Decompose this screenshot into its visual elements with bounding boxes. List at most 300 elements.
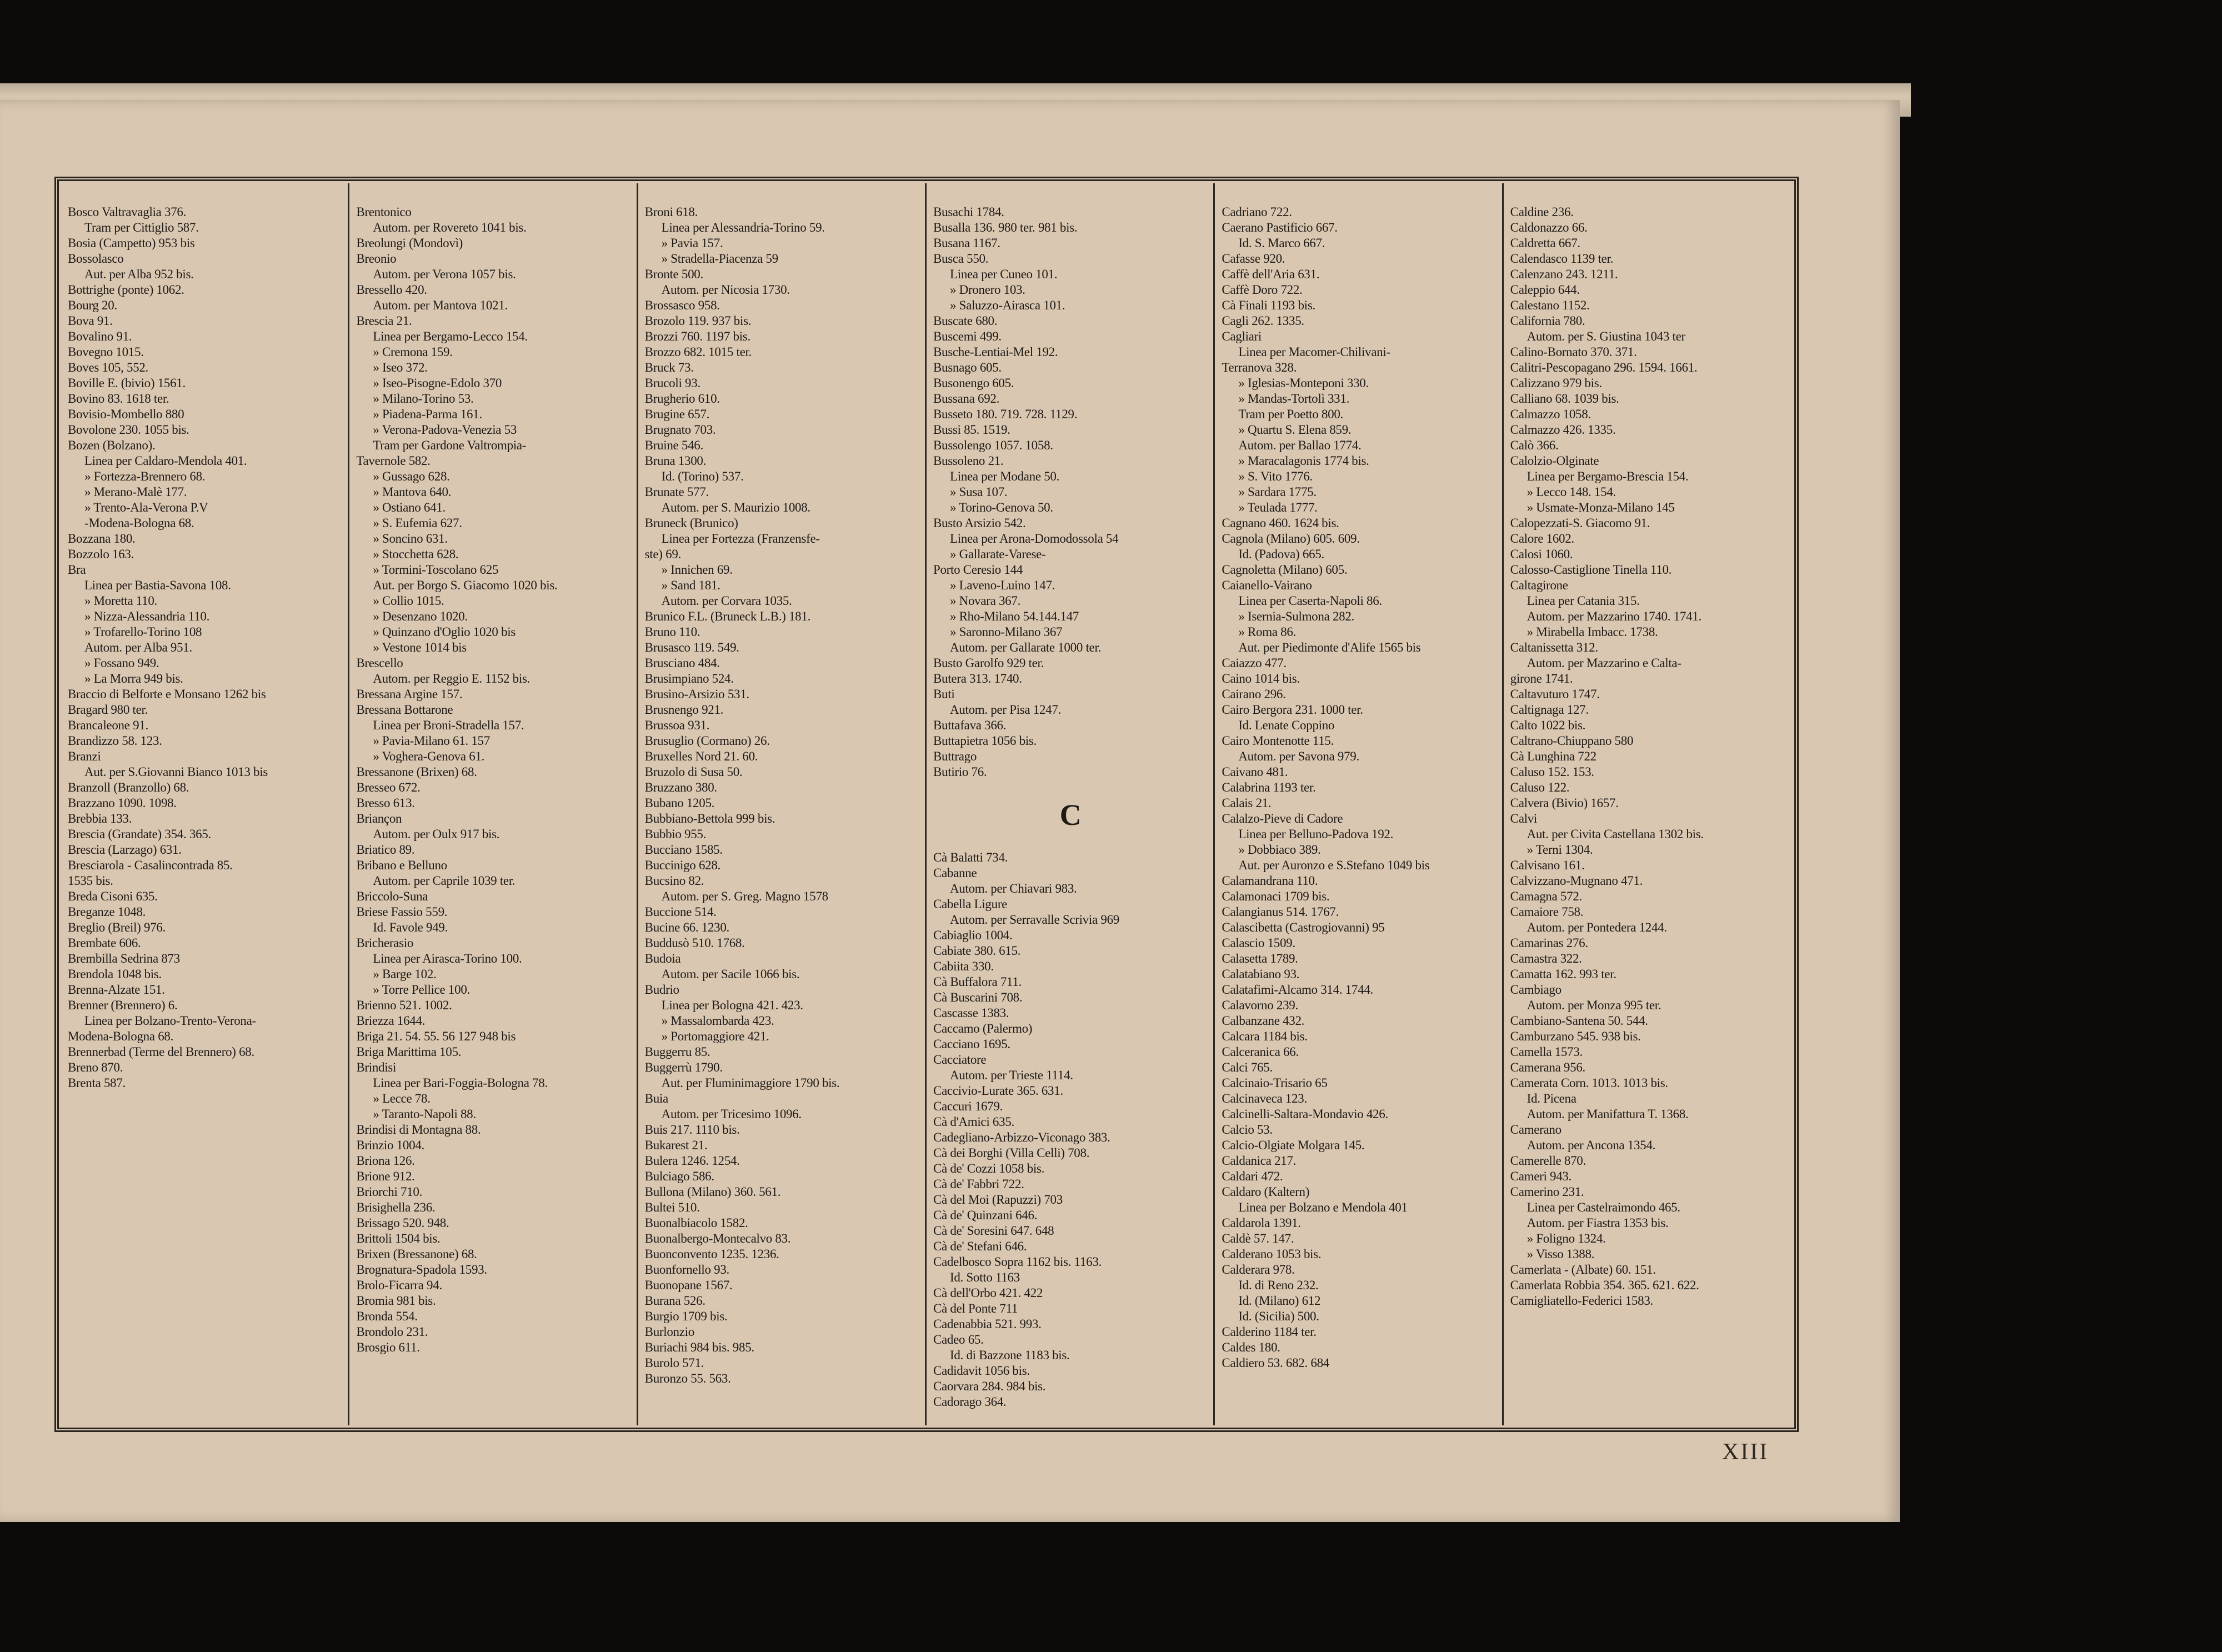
index-subentry: Id. (Padova) 665. — [1238, 547, 1324, 561]
index-entry: Camella 1573. — [1510, 1045, 1583, 1059]
index-entry: Bragard 980 ter. — [68, 703, 148, 717]
index-entry: Bricherasio — [356, 936, 414, 950]
index-entry: Calceranica 66. — [1222, 1045, 1299, 1059]
index-entry: Calitri-Pescopagano 296. 1594. 1661. — [1510, 361, 1698, 374]
index-entry: Busche-Lentiai-Mel 192. — [933, 345, 1058, 359]
index-entry: Bresso 613. — [356, 796, 415, 810]
index-entry: Bromia 981 bis. — [356, 1294, 436, 1308]
index-subentry: » Fossano 949. — [84, 656, 159, 670]
index-subentry: Linea per Fortezza (Franzensfe- — [661, 532, 820, 545]
index-subentry: » Piadena-Parma 161. — [373, 407, 482, 421]
index-entry: Bressello 420. — [356, 283, 427, 297]
index-entry: Brusino-Arsizio 531. — [644, 687, 749, 701]
index-entry: Breolungi (Mondovì) — [356, 236, 463, 250]
index-entry: Briançon — [356, 812, 402, 825]
index-entry: Caldine 236. — [1510, 205, 1574, 219]
index-column-5 — [1215, 183, 1503, 1425]
index-subentry: Linea per Modane 50. — [949, 469, 1060, 483]
index-subentry: Linea per Bolzano-Trento-Verona- — [84, 1014, 256, 1028]
index-subentry: Autom. per Verona 1057 bis. — [373, 267, 516, 281]
index-entry: Cambiago — [1510, 983, 1562, 997]
index-entry: Branzoll (Branzollo) 68. — [68, 780, 189, 794]
index-entry: Cà Balatti 734. — [933, 850, 1008, 864]
index-subentry: » Pavia 157. — [661, 236, 723, 250]
index-entry: Bozzana 180. — [68, 532, 136, 545]
index-subentry: Autom. per Rovereto 1041 bis. — [373, 221, 527, 234]
index-entry: Brindisi — [356, 1060, 397, 1074]
index-subentry: » Cremona 159. — [373, 345, 453, 359]
index-subentry: Aut. per S.Giovanni Bianco 1013 bis — [84, 765, 268, 779]
index-entry: Bovisio-Mombello 880 — [68, 407, 184, 421]
index-subentry: Tram per Gardone Valtrompia- — [373, 438, 527, 452]
index-entry: Cà Finali 1193 bis. — [1222, 298, 1315, 312]
index-entry: Caerano Pastificio 667. — [1222, 221, 1338, 234]
index-entry: Busseto 180. 719. 728. 1129. — [933, 407, 1078, 421]
index-entry: Bruck 73. — [644, 361, 694, 374]
index-entry: Briatico 89. — [356, 843, 415, 857]
index-entry: Caiazzo 477. — [1222, 656, 1287, 670]
index-subentry: Id. di Bazzone 1183 bis. — [949, 1348, 1070, 1362]
index-subentry: » Tormini-Toscolano 625 — [373, 563, 499, 577]
index-entry: Bruine 546. — [644, 438, 703, 452]
index-entry: Bullona (Milano) 360. 561. — [644, 1185, 781, 1199]
index-entry: Buttrago — [933, 749, 977, 763]
index-entry: Cadriano 722. — [1222, 205, 1292, 219]
index-entry: Camatta 162. 993 ter. — [1510, 967, 1617, 981]
index-subentry: » Taranto-Napoli 88. — [373, 1107, 476, 1121]
index-entry: Breonio — [356, 252, 397, 266]
index-entry: Calalzo-Pieve di Cadore — [1222, 812, 1343, 825]
index-entry: Buscemi 499. — [933, 329, 1002, 343]
index-subentry: Id. Lenate Coppino — [1238, 718, 1335, 732]
index-entry: Brenta 587. — [68, 1076, 126, 1090]
index-entry: Briccolo-Suna — [356, 889, 428, 903]
section-letter: C — [1059, 798, 1082, 832]
index-entry: Calascio 1509. — [1222, 936, 1295, 950]
index-entry: Buttafava 366. — [933, 718, 1007, 732]
index-subentry: » Desenzano 1020. — [373, 609, 468, 623]
index-subentry: Linea per Broni-Stradella 157. — [373, 718, 524, 732]
index-entry: California 780. — [1510, 314, 1585, 328]
index-subentry: » Barge 102. — [373, 967, 437, 981]
index-entry: Boville E. (bivio) 1561. — [68, 376, 186, 390]
index-entry: Cabiaglio 1004. — [933, 928, 1013, 942]
index-entry: Briga Marittima 105. — [356, 1045, 462, 1059]
index-entry: Cà d'Amici 635. — [933, 1115, 1014, 1129]
index-spacer — [933, 834, 1208, 850]
index-subentry: » Terni 1304. — [1527, 843, 1593, 857]
index-entry: Cairo Montenotte 115. — [1222, 734, 1334, 748]
index-entry: Calendasco 1139 ter. — [1510, 252, 1614, 266]
index-subentry: Id. (Torino) 537. — [661, 469, 744, 483]
index-subentry: » Torre Pellice 100. — [373, 983, 470, 997]
index-entry: Buia — [644, 1092, 668, 1105]
index-entry: Camarinas 276. — [1510, 936, 1588, 950]
index-entry: Caffè Doro 722. — [1222, 283, 1303, 297]
index-subentry: Autom. per Pontedera 1244. — [1527, 920, 1667, 934]
index-entry: Cà dell'Orbo 421. 422 — [933, 1286, 1043, 1300]
index-subentry: Id. S. Marco 667. — [1238, 236, 1325, 250]
index-entry: Brozzi 760. 1197 bis. — [644, 329, 750, 343]
index-entry: Camerano — [1510, 1123, 1562, 1137]
index-entry: Bulera 1246. 1254. — [644, 1154, 740, 1168]
index-entry: Cafasse 920. — [1222, 252, 1285, 266]
index-entry: Bulciago 586. — [644, 1169, 714, 1183]
index-entry: Brione 912. — [356, 1169, 415, 1183]
index-entry: Camagna 572. — [1510, 889, 1582, 903]
index-entry: Busalla 136. 980 ter. 981 bis. — [933, 221, 1078, 234]
index-entry: Camburzano 545. 938 bis. — [1510, 1029, 1641, 1043]
index-entry: Busachi 1784. — [933, 205, 1004, 219]
index-entry: Bruna 1300. — [644, 454, 707, 468]
index-entry: Branzi — [68, 749, 101, 763]
index-entry: Calcinaio-Trisario 65 — [1222, 1076, 1328, 1090]
index-entry: Cà del Moi (Rapuzzi) 703 — [933, 1193, 1063, 1207]
index-entry: 1535 bis. — [68, 874, 113, 888]
index-entry: Caleppio 644. — [1510, 283, 1580, 297]
index-entry: Bubbio 955. — [644, 827, 707, 841]
index-subentry: -Modena-Bologna 68. — [84, 516, 194, 530]
index-subentry: » Rho-Milano 54.144.147 — [949, 609, 1079, 623]
index-subentry: Tram per Poetto 800. — [1238, 407, 1343, 421]
index-subentry: » Novara 367. — [949, 594, 1021, 608]
index-entry: Caianello-Vairano — [1222, 578, 1312, 592]
index-entry: Calcinelli-Saltara-Mondavio 426. — [1222, 1107, 1388, 1121]
index-subentry: Linea per Bologna 421. 423. — [661, 998, 803, 1012]
index-column-2 — [349, 183, 638, 1425]
index-subentry: Autom. per Chiavari 983. — [949, 882, 1077, 895]
index-subentry: Autom. per Corvara 1035. — [661, 594, 792, 608]
index-entry: Caldonazzo 66. — [1510, 221, 1588, 234]
index-entry: Brescia 21. — [356, 314, 412, 328]
index-entry: Bruzolo di Susa 50. — [644, 765, 743, 779]
index-entry: Cà Buscarini 708. — [933, 990, 1023, 1004]
index-entry: Brusuglio (Cormano) 26. — [644, 734, 770, 748]
index-entry: Burana 526. — [644, 1294, 705, 1308]
index-entry: Caldè 57. 147. — [1222, 1232, 1294, 1245]
index-subentry: » Gallarate-Varese- — [949, 547, 1046, 561]
index-entry: Bossolasco — [68, 252, 124, 266]
index-entry: Brennerbad (Terme del Brennero) 68. — [68, 1045, 254, 1059]
index-entry: Brugnato 703. — [644, 423, 716, 437]
index-subentry: Autom. per Serravalle Scrivia 969 — [949, 913, 1119, 927]
index-entry: Caltavuturo 1747. — [1510, 687, 1600, 701]
index-entry: Braccio di Belforte e Monsano 1262 bis — [68, 687, 266, 701]
index-entry: Busca 550. — [933, 252, 989, 266]
index-entry: Burlonzio — [644, 1325, 694, 1339]
index-entry: Brinzio 1004. — [356, 1138, 424, 1152]
index-entry: Brentonico — [356, 205, 412, 219]
index-subentry: » Teulada 1777. — [1238, 500, 1318, 514]
index-subentry: » Stradella-Piacenza 59 — [661, 252, 778, 266]
index-entry: Buonalbiacolo 1582. — [644, 1216, 748, 1230]
index-subentry: Id. (Milano) 612 — [1238, 1294, 1321, 1308]
index-entry: Bresciarola - Casalincontrada 85. — [68, 858, 233, 872]
index-entry: Bronda 554. — [356, 1309, 418, 1323]
index-entry: Cagliari — [1222, 329, 1262, 343]
index-entry: Buscate 680. — [933, 314, 998, 328]
index-entry: Buriachi 984 bis. 985. — [644, 1340, 754, 1354]
index-entry: Broni 618. — [644, 205, 698, 219]
index-subentry: Linea per Bari-Foggia-Bologna 78. — [373, 1076, 548, 1090]
index-entry: Brusnengo 921. — [644, 703, 724, 717]
index-subentry: » Innichen 69. — [661, 563, 733, 577]
index-entry: Bovolone 230. 1055 bis. — [68, 423, 189, 437]
index-entry: Brosgio 611. — [356, 1340, 420, 1354]
index-entry: Calcio-Olgiate Molgara 145. — [1222, 1138, 1365, 1152]
index-entry: Calcinaveca 123. — [1222, 1092, 1307, 1105]
index-subentry: » Quinzano d'Oglio 1020 bis — [373, 625, 516, 639]
index-entry: Calderara 978. — [1222, 1263, 1295, 1276]
index-subentry: » Lecco 148. 154. — [1527, 485, 1616, 499]
index-entry: Calenzano 243. 1211. — [1510, 267, 1618, 281]
index-entry: Busana 1167. — [933, 236, 1000, 250]
index-subentry: » Saronno-Milano 367 — [949, 625, 1063, 639]
index-entry: Bra — [68, 563, 86, 577]
index-entry: Cabiita 330. — [933, 959, 994, 973]
index-entry: Cagnola (Milano) 605. 609. — [1222, 532, 1360, 545]
index-subentry: Aut. per Piedimonte d'Alife 1565 bis — [1238, 640, 1421, 654]
index-entry: Calosso-Castiglione Tinella 110. — [1510, 563, 1672, 577]
index-entry: Camerelle 870. — [1510, 1154, 1586, 1168]
index-entry: Bruno 110. — [644, 625, 700, 639]
index-entry: Camastra 322. — [1510, 952, 1582, 965]
index-entry: Bozzolo 163. — [68, 547, 134, 561]
index-entry: Buonfornello 93. — [644, 1263, 730, 1276]
index-entry: Porto Ceresio 144 — [933, 563, 1023, 577]
index-subentry: Autom. per Fiastra 1353 bis. — [1527, 1216, 1669, 1230]
index-subentry: » Roma 86. — [1238, 625, 1297, 639]
index-entry: Briorchi 710. — [356, 1185, 423, 1199]
index-entry: Cairo Bergora 231. 1000 ter. — [1222, 703, 1363, 717]
index-entry: Calosi 1060. — [1510, 547, 1573, 561]
index-entry: Bruzzano 380. — [644, 780, 717, 794]
index-entry: Caino 1014 bis. — [1222, 672, 1300, 685]
index-subentry: Autom. per Caprile 1039 ter. — [373, 874, 516, 888]
index-entry: Buti — [933, 687, 955, 701]
index-subentry: Linea per Alessandria-Torino 59. — [661, 221, 825, 234]
index-entry: Bovino 83. 1618 ter. — [68, 392, 169, 406]
index-subentry: Id. (Sicilia) 500. — [1238, 1309, 1319, 1323]
index-subentry: Linea per Caserta-Napoli 86. — [1238, 594, 1382, 608]
index-entry: Bucciano 1585. — [644, 843, 723, 857]
index-subentry: » Mirabella Imbacc. 1738. — [1527, 625, 1658, 639]
index-subentry: Autom. per S. Maurizio 1008. — [661, 500, 810, 514]
index-entry: Brisighella 236. — [356, 1200, 436, 1214]
index-entry: Calopezzati-S. Giacomo 91. — [1510, 516, 1650, 530]
index-entry: Cagnano 460. 1624 bis. — [1222, 516, 1339, 530]
index-subentry: » Collio 1015. — [373, 594, 444, 608]
index-entry: Modena-Bologna 68. — [68, 1029, 174, 1043]
index-subentry: Linea per Caldaro-Mendola 401. — [84, 454, 247, 468]
index-subentry: » Visso 1388. — [1527, 1247, 1595, 1261]
index-subentry: Aut. per Alba 952 bis. — [84, 267, 194, 281]
index-subentry: Id. Sotto 1163 — [949, 1270, 1020, 1284]
index-entry: Caldanica 217. — [1222, 1154, 1297, 1168]
index-entry: Brugine 657. — [644, 407, 710, 421]
index-subentry: Aut. per Auronzo e S.Stefano 1049 bis — [1238, 858, 1430, 872]
index-entry: Cà de' Stefani 646. — [933, 1239, 1027, 1253]
index-subentry: Id. di Reno 232. — [1238, 1278, 1319, 1292]
index-entry: Brucoli 93. — [644, 376, 700, 390]
index-subentry: » Quartu S. Elena 859. — [1238, 423, 1352, 437]
index-entry: Calliano 68. 1039 bis. — [1510, 392, 1619, 406]
index-entry: Caldretta 667. — [1510, 236, 1580, 250]
index-entry: Bosco Valtravaglia 376. — [68, 205, 187, 219]
index-entry: Cacciano 1695. — [933, 1037, 1010, 1051]
index-entry: Cabella Ligure — [933, 897, 1008, 911]
index-entry: Breglio (Breil) 976. — [68, 920, 166, 934]
index-entry: Caldiero 53. 682. 684 — [1222, 1356, 1329, 1370]
index-subentry: » La Morra 949 bis. — [84, 672, 183, 685]
index-entry: Caluso 152. 153. — [1510, 765, 1594, 779]
index-entry: Buggerru 85. — [644, 1045, 710, 1059]
index-entry: Brondolo 231. — [356, 1325, 428, 1339]
index-subentry: Linea per Arona-Domodossola 54 — [949, 532, 1119, 545]
index-entry: Busnago 605. — [933, 361, 1002, 374]
index-subentry: Autom. per Nicosia 1730. — [661, 283, 790, 297]
index-entry: Calcio 53. — [1222, 1123, 1273, 1137]
index-subentry: Linea per Bolzano e Mendola 401 — [1238, 1200, 1408, 1214]
index-entry: Briona 126. — [356, 1154, 415, 1168]
index-entry: Caldes 180. — [1222, 1340, 1280, 1354]
index-column-1 — [61, 183, 349, 1425]
index-column-6 — [1504, 183, 1792, 1425]
index-subentry: Autom. per Tricesimo 1096. — [661, 1107, 802, 1121]
index-subentry: Id. Favole 949. — [373, 920, 448, 934]
index-entry: Caorvara 284. 984 bis. — [933, 1379, 1046, 1393]
index-entry: Brixen (Bressanone) 68. — [356, 1247, 477, 1261]
index-entry: Bruneck (Brunico) — [644, 516, 738, 530]
index-entry: Buggerrù 1790. — [644, 1060, 723, 1074]
index-entry: Brusimpiano 524. — [644, 672, 734, 685]
index-entry: Cà de' Fabbri 722. — [933, 1177, 1024, 1191]
index-entry: Brozolo 119. 937 bis. — [644, 314, 752, 328]
index-subentry: » Sand 181. — [661, 578, 720, 592]
index-subentry: » Merano-Malè 177. — [84, 485, 187, 499]
index-entry: Calmazzo 1058. — [1510, 407, 1591, 421]
index-entry: Brugherio 610. — [644, 392, 720, 406]
index-entry: Brembilla Sedrina 873 — [68, 952, 180, 965]
index-entry: Burgio 1709 bis. — [644, 1309, 728, 1323]
index-subentry: » Torino-Genova 50. — [949, 500, 1053, 514]
index-entry: Calci 765. — [1222, 1060, 1273, 1074]
index-entry: Brunico F.L. (Bruneck L.B.) 181. — [644, 609, 811, 623]
index-entry: Busonengo 605. — [933, 376, 1014, 390]
index-subentry: » Dronero 103. — [949, 283, 1025, 297]
index-subentry: Aut. per Fluminimaggiore 1790 bis. — [661, 1076, 840, 1090]
index-entry: Camerana 956. — [1510, 1060, 1585, 1074]
index-entry: Bussoleno 21. — [933, 454, 1004, 468]
index-entry: Calto 1022 bis. — [1510, 718, 1586, 732]
index-entry: Camerlata Robbia 354. 365. 621. 622. — [1510, 1278, 1699, 1292]
index-entry: Buccinigo 628. — [644, 858, 720, 872]
index-entry: Calamandrana 110. — [1222, 874, 1318, 888]
index-entry: Boves 105, 552. — [68, 361, 149, 374]
index-entry: Briga 21. 54. 55. 56 127 948 bis — [356, 1029, 516, 1043]
index-subentry: » Saluzzo-Airasca 101. — [949, 298, 1065, 312]
index-columns — [61, 183, 1792, 1425]
index-entry: Brussoa 931. — [644, 718, 710, 732]
index-entry: Calasetta 1789. — [1222, 952, 1298, 965]
index-entry: Terranova 328. — [1222, 361, 1297, 374]
index-entry: Bottrighe (ponte) 1062. — [68, 283, 184, 297]
index-entry: Bucsino 82. — [644, 874, 704, 888]
index-entry: Brusasco 119. 549. — [644, 640, 739, 654]
index-entry: Camigliatello-Federici 1583. — [1510, 1294, 1653, 1308]
index-subentry: Tram per Cittiglio 587. — [84, 221, 199, 234]
index-subentry: » Foligno 1324. — [1527, 1232, 1606, 1245]
index-entry: Calatabiano 93. — [1222, 967, 1300, 981]
index-entry: Buonconvento 1235. 1236. — [644, 1247, 779, 1261]
index-entry: Brenna-Alzate 151. — [68, 983, 165, 997]
index-entry: Caluso 122. — [1510, 780, 1570, 794]
index-entry: Cadidavit 1056 bis. — [933, 1364, 1030, 1378]
index-entry: Bronte 500. — [644, 267, 703, 281]
index-entry: Bucine 66. 1230. — [644, 920, 730, 934]
index-entry: Burolo 571. — [644, 1356, 704, 1370]
index-subentry: Autom. per Ballao 1774. — [1238, 438, 1362, 452]
index-subentry: » Lecce 78. — [373, 1092, 431, 1105]
index-entry: Buronzo 55. 563. — [644, 1371, 731, 1385]
index-subentry: Linea per Castelraimondo 465. — [1527, 1200, 1680, 1214]
index-entry: Bribano e Belluno — [356, 858, 447, 872]
index-subentry: » Susa 107. — [949, 485, 1008, 499]
index-entry: Caltignaga 127. — [1510, 703, 1589, 717]
index-subentry: Autom. per Manifattura T. 1368. — [1527, 1107, 1689, 1121]
index-entry: Brenner (Brennero) 6. — [68, 998, 178, 1012]
index-subentry: » Pavia-Milano 61. 157 — [373, 734, 490, 748]
index-subentry: Autom. per Gallarate 1000 ter. — [949, 640, 1102, 654]
index-entry: Caldari 472. — [1222, 1169, 1283, 1183]
index-entry: Bussolengo 1057. 1058. — [933, 438, 1053, 452]
index-entry: Brissago 520. 948. — [356, 1216, 449, 1230]
index-subentry: Autom. per Pisa 1247. — [949, 703, 1062, 717]
index-entry: Butera 313. 1740. — [933, 672, 1022, 685]
index-subentry: Autom. per Sacile 1066 bis. — [661, 967, 800, 981]
index-entry: Calcara 1184 bis. — [1222, 1029, 1308, 1043]
index-entry: Cascasse 1383. — [933, 1006, 1009, 1020]
index-entry: Brienno 521. 1002. — [356, 998, 452, 1012]
index-entry: Bovalino 91. — [68, 329, 132, 343]
index-entry: Bresseo 672. — [356, 780, 421, 794]
index-subentry: Aut. per Civita Castellana 1302 bis. — [1527, 827, 1704, 841]
index-entry: Budrio — [644, 983, 679, 997]
index-entry: Calvizzano-Mugnano 471. — [1510, 874, 1643, 888]
index-entry: Bozen (Bolzano). — [68, 438, 156, 452]
index-subentry: » Iseo 372. — [373, 361, 428, 374]
index-entry: Briezza 1644. — [356, 1014, 426, 1028]
index-entry: Bosia (Campetto) 953 bis — [68, 236, 195, 250]
index-entry: Cambiano-Santena 50. 544. — [1510, 1014, 1648, 1028]
index-subentry: » Maracalagonis 1774 bis. — [1238, 454, 1369, 468]
index-entry: Bruxelles Nord 21. 60. — [644, 749, 758, 763]
index-subentry: » Laveno-Luino 147. — [949, 578, 1055, 592]
index-entry: Brossasco 958. — [644, 298, 720, 312]
index-entry: Bultei 510. — [644, 1200, 700, 1214]
index-entry: Buttapietra 1056 bis. — [933, 734, 1037, 748]
index-entry: Buis 217. 1110 bis. — [644, 1123, 740, 1137]
index-entry: Cabiate 380. 615. — [933, 944, 1021, 958]
index-entry: Caffè dell'Aria 631. — [1222, 267, 1320, 281]
index-entry: Brazzano 1090. 1098. — [68, 796, 177, 810]
index-entry: Calestano 1152. — [1510, 298, 1590, 312]
index-subentry: Autom. per Monza 995 ter. — [1527, 998, 1662, 1012]
index-subentry: » Iglesias-Monteponi 330. — [1238, 376, 1369, 390]
index-entry: Cairano 296. — [1222, 687, 1286, 701]
index-subentry: Linea per Belluno-Padova 192. — [1238, 827, 1394, 841]
index-subentry: Linea per Bastia-Savona 108. — [84, 578, 231, 592]
